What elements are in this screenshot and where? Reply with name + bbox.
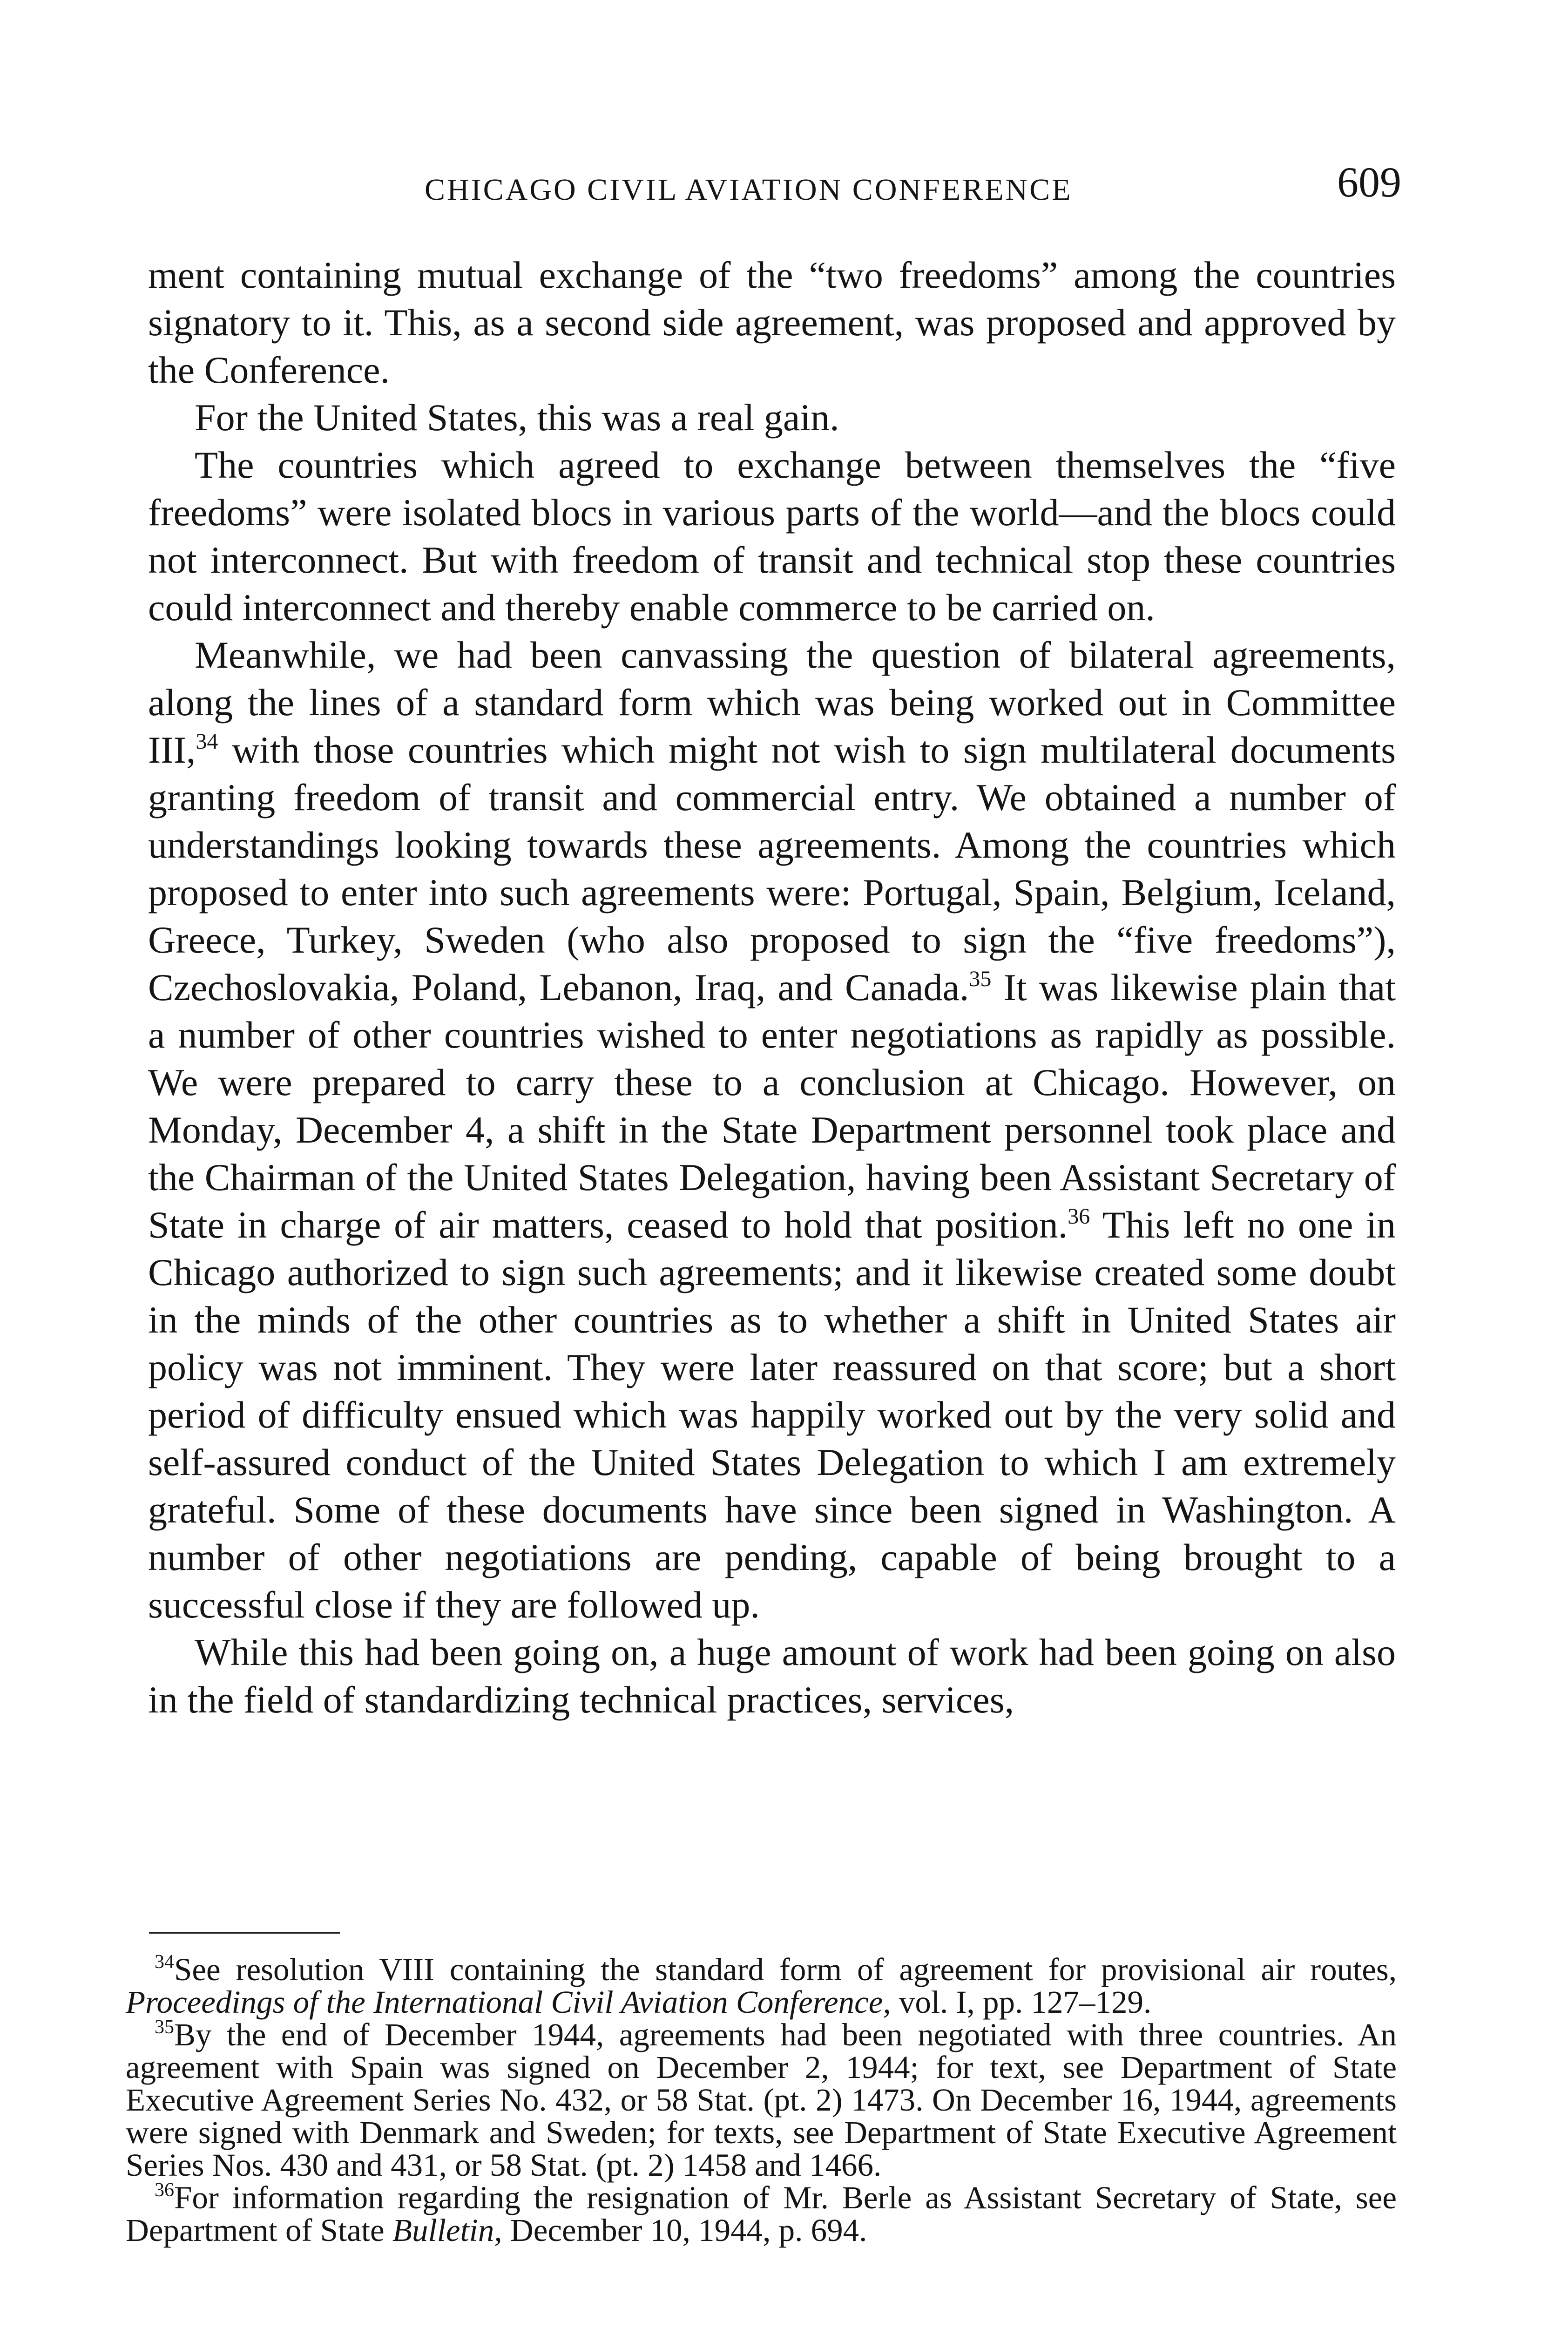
running-head (149, 154, 1401, 210)
paragraph-five-freedoms: The countries which agreed to exchange between themselves the “five freedoms” were isolated blocs in various parts of the world—and the blocs could not interconnect. But with freedom of transit and technical stop these countries could interconnect and thereby enable commerce to be carried on. (148, 444, 1396, 629)
footnote-ref-35: 35 (969, 967, 992, 991)
footnote-number: 35 (155, 2017, 174, 2038)
footnote-ref-36: 36 (1068, 1204, 1090, 1229)
footnote-italic-title: Proceedings of the International Civil Aviation Conference, (126, 1984, 891, 2020)
paragraph-standardizing: While this had been going on, a huge amount of work had been going on also in the field of standardizing technical practices, services, (148, 1631, 1396, 1721)
footnote-text: See resolution VIII containing the standard form of agreement for provisional air routes, (174, 1952, 1397, 1987)
footnotes (126, 1953, 1397, 2247)
footnote-ref-34: 34 (196, 729, 218, 754)
running-title: CHICAGO CIVIL AVIATION CONFERENCE (425, 173, 1073, 207)
paragraph-text: with those countries which might not wish to sign multilateral documents granting freedom of transit and commercial entry. We obtained a number of understandings looking towards these agreements. Among the countries which proposed to enter into such agreements were: Portugal, Spain, Belgium, Iceland, Greece, Turkey, Sweden (who also proposed to sign the “five freedoms”), Czechoslovakia, Poland, Lebanon, Iraq, and Canada. (148, 729, 1396, 1008)
page-number: 609 (1337, 158, 1401, 206)
footnote-36 (126, 2181, 1397, 2247)
footnote-text: vol. I, pp. 127–129. (891, 1984, 1152, 2020)
paragraph-text: This left no one in Chicago authorized to sign such agreements; and it likewise created some doubt in the minds of the other countries as to whether a shift in United States air policy was not imminent. They were later reassured on that score; but a short period of difficulty ensued which was happily worked out by the very solid and self-assured conduct of the United States Delegation to which I am extremely grateful. Some of these documents have since been signed in Washington. A number of other negotiations are pending, capable of being brought to a successful close if they are followed up. (148, 1204, 1396, 1626)
paragraph-bilateral-agreements (148, 631, 1396, 1629)
footnote-text: By the end of December 1944, agreements had been negotiated with three countries. An agreement with Spain was signed on December 2, 1944; for text, see Department of State Executive Agreement Series No. 432, or 58 Stat. (pt. 2) 1473. On December 16, 1944, agreements were signed with Denmark and Sweden; for texts, see Department of State Executive Agreement Series Nos. 430 and 431, or 58 Stat. (pt. 2) 1458 and 1466. (126, 2017, 1397, 2183)
paragraph-text: Meanwhile, we had been canvassing the question of bilateral agreements, along the lines of a standard form which was being worked out in Committee III, (148, 634, 1396, 771)
body-text (148, 251, 1396, 1724)
paragraph-continuation: ment containing mutual exchange of the “two freedoms” among the countries signatory to it. This, as a second side agreement, was proposed and approved by the Conference. (148, 254, 1396, 391)
footnote-text: For information regarding the resignation of Mr. Berle as Assistant Secretary of State, see Department of State (126, 2180, 1397, 2248)
footnote-rule (149, 1932, 340, 1934)
footnote-text: December 10, 1944, p. 694. (502, 2213, 867, 2248)
footnote-number: 34 (155, 1951, 174, 1973)
footnote-number: 36 (155, 2179, 174, 2201)
paragraph-text: It was likewise plain that a number of other countries wished to enter negotiations as rapidly as possible. We were prepared to carry these to a conclusion at Chicago. However, on Monday, December 4, a shift in the State Department personnel took place and the Chairman of the United States Delegation, having been Assistant Secretary of State in charge of air matters, ceased to hold that position. (148, 966, 1396, 1246)
footnote-34 (126, 1953, 1397, 2018)
footnote-35 (126, 2018, 1397, 2181)
paragraph-real-gain: For the United States, this was a real gain. (195, 396, 839, 439)
footnote-italic-title: Bulletin, (392, 2213, 502, 2248)
